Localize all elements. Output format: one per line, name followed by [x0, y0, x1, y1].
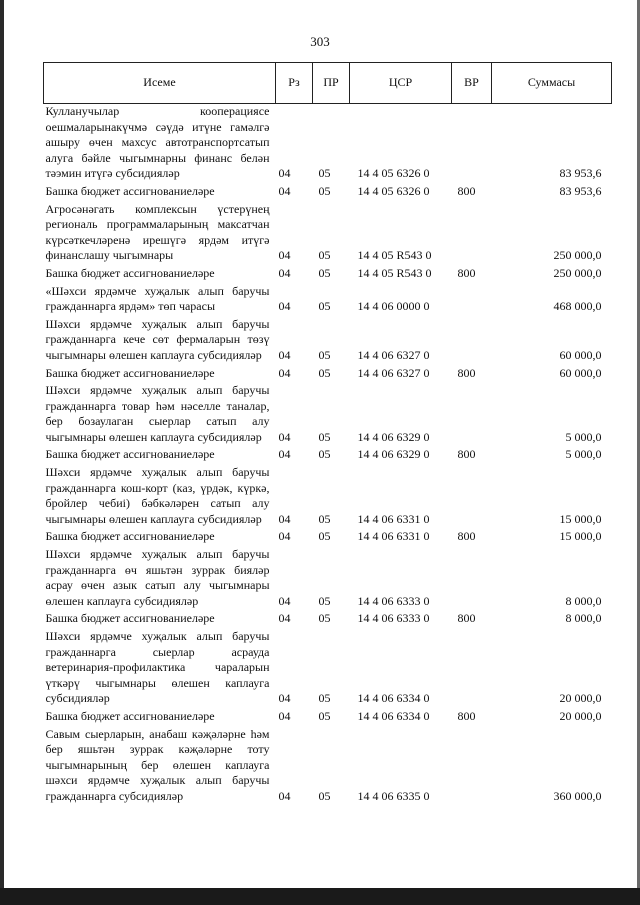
cell-vr: 800 — [457, 708, 476, 723]
cell-vr — [452, 200, 492, 264]
cell-csr: 14 4 06 6327 0 — [357, 365, 430, 380]
cell-pr: 05 — [318, 347, 331, 362]
cell-name: Башка бюджет ассигнованиеләре — [45, 708, 215, 723]
table-row — [44, 707, 612, 725]
cell-sum: 360 000,0 — [553, 788, 602, 803]
cell-sum: 83 953,6 — [559, 183, 602, 198]
cell-rz: 04 — [278, 429, 291, 444]
header-vr: ВР — [452, 63, 492, 104]
cell-name: Агросәнәгать комплексын үстерүнең региональ программаларының максатчан күрсәткечләренә ирешүгә ярдәм итүгә финанслашу чыгымнары — [45, 201, 270, 263]
cell-pr: 05 — [318, 447, 331, 462]
cell-pr: 05 — [318, 691, 331, 706]
table-row — [44, 104, 612, 182]
cell-rz: 04 — [278, 708, 291, 723]
cell-pr: 05 — [318, 429, 331, 444]
cell-sum: 8 000,0 — [565, 593, 602, 608]
cell-name: Шәхси ярдәмче хуҗалык алып баручы гражданнарга өч яшьтән зуррак бияләр асрау өчен азык сатып алу чыгымнары өлешен каплауга субсидияләр — [45, 547, 270, 608]
cell-sum: 468 000,0 — [553, 299, 602, 314]
cell-name: Кулланучылар кооперациясе оешмаларынакүчмә сәүдә итүне гамәлгә ашыру өчен махсус автотранспортсатып алуга бәйле чыгымнарны финанс белән тәэмин итүгә субсидияләр — [45, 104, 270, 181]
table-row — [44, 545, 612, 609]
header-csr: ЦСР — [350, 63, 452, 104]
cell-sum: 5 000,0 — [565, 447, 602, 462]
cell-pr: 05 — [318, 529, 331, 544]
header-sum: Суммасы — [492, 63, 612, 104]
cell-csr: 14 4 06 6334 0 — [357, 708, 430, 723]
cell-sum: 15 000,0 — [559, 511, 602, 526]
scan-edge-left — [0, 0, 4, 905]
table-row — [44, 609, 612, 627]
cell-pr: 05 — [318, 611, 331, 626]
scan-edge-bottom — [0, 888, 640, 905]
cell-vr: 800 — [457, 611, 476, 626]
cell-pr: 05 — [318, 788, 331, 803]
cell-vr: 800 — [457, 183, 476, 198]
cell-name: Шәхси ярдәмче хуҗалык алып баручы гражданнарга кош-корт (каз, үрдәк, күркә, бройлер чебиі) бәбкәләрен сатып алу чыгымнары өлешен каплауга субсидияләр — [45, 465, 270, 526]
cell-pr: 05 — [318, 166, 331, 181]
cell-vr — [452, 627, 492, 707]
cell-rz: 04 — [278, 511, 291, 526]
table-row — [44, 200, 612, 264]
cell-csr: 14 4 06 6334 0 — [357, 691, 430, 706]
cell-vr: 800 — [457, 265, 476, 280]
cell-sum: 8 000,0 — [565, 611, 602, 626]
cell-name: Башка бюджет ассигнованиеләре — [45, 265, 215, 280]
cell-rz: 04 — [278, 611, 291, 626]
cell-pr: 05 — [318, 248, 331, 263]
cell-vr: 800 — [457, 529, 476, 544]
cell-csr: 14 4 06 6333 0 — [357, 611, 430, 626]
cell-vr: 800 — [457, 447, 476, 462]
cell-vr — [452, 282, 492, 315]
cell-vr — [452, 725, 492, 805]
cell-pr: 05 — [318, 511, 331, 526]
table-row — [44, 364, 612, 382]
cell-rz: 04 — [278, 166, 291, 181]
cell-rz: 04 — [278, 299, 291, 314]
cell-sum: 20 000,0 — [559, 708, 602, 723]
cell-rz: 04 — [278, 529, 291, 544]
cell-csr: 14 4 05 6326 0 — [357, 183, 430, 198]
table-row — [44, 463, 612, 527]
cell-csr: 14 4 06 6335 0 — [357, 788, 430, 803]
cell-sum: 15 000,0 — [559, 529, 602, 544]
cell-rz: 04 — [278, 365, 291, 380]
cell-sum: 60 000,0 — [559, 365, 602, 380]
cell-rz: 04 — [278, 788, 291, 803]
header-pr: ПР — [313, 63, 350, 104]
table-row — [44, 381, 612, 445]
cell-name: Башка бюджет ассигнованиеләре — [45, 529, 215, 544]
table-row — [44, 445, 612, 463]
cell-rz: 04 — [278, 691, 291, 706]
cell-csr: 14 4 06 6333 0 — [357, 593, 430, 608]
header-name: Исеме — [44, 63, 276, 104]
cell-csr: 14 4 06 6327 0 — [357, 347, 430, 362]
cell-csr: 14 4 06 0000 0 — [357, 299, 430, 314]
cell-name: Башка бюджет ассигнованиеләре — [45, 447, 215, 462]
cell-pr: 05 — [318, 265, 331, 280]
table-row — [44, 282, 612, 315]
cell-rz: 04 — [278, 183, 291, 198]
cell-csr: 14 4 06 6331 0 — [357, 511, 430, 526]
cell-sum: 250 000,0 — [553, 265, 602, 280]
table-body — [44, 104, 612, 805]
cell-sum: 250 000,0 — [553, 248, 602, 263]
cell-name: Башка бюджет ассигнованиеләре — [45, 611, 215, 626]
cell-name: Шәхси ярдәмче хуҗалык алып баручы гражданнарга кече сөт фермаларын төзү чыгымнары өлешен каплауга субсидияләр — [45, 316, 270, 362]
cell-rz: 04 — [278, 447, 291, 462]
cell-pr: 05 — [318, 365, 331, 380]
cell-rz: 04 — [278, 265, 291, 280]
cell-pr: 05 — [318, 299, 331, 314]
cell-csr: 14 4 05 6326 0 — [357, 166, 430, 181]
table-row — [44, 182, 612, 200]
cell-sum: 20 000,0 — [559, 691, 602, 706]
cell-rz: 04 — [278, 248, 291, 263]
cell-vr — [452, 463, 492, 527]
cell-pr: 05 — [318, 593, 331, 608]
header-rz: Рз — [276, 63, 313, 104]
cell-vr — [452, 315, 492, 364]
cell-pr: 05 — [318, 708, 331, 723]
cell-pr: 05 — [318, 183, 331, 198]
cell-name: Башка бюджет ассигнованиеләре — [45, 365, 215, 380]
page-number: 303 — [310, 34, 330, 49]
cell-name: Башка бюджет ассигнованиеләре — [45, 183, 215, 198]
cell-name: Савым сыерларын, анабаш кәҗәләрне һәм бер яшьтән зуррак кәҗәләрне тоту чыгымнарының бер өлешен каплауга шәхси ярдәмче хуҗалык алып баручы гражданнарга субсидияләр — [45, 726, 270, 803]
cell-csr: 14 4 06 6329 0 — [357, 429, 430, 444]
cell-name: Шәхси ярдәмче хуҗалык алып баручы гражданнарга товар һәм нәселле таналар, бер бозаулаган сыерлар сатып алу чыгымнары өлешен каплауга субсидияләр — [45, 383, 270, 444]
cell-sum: 60 000,0 — [559, 347, 602, 362]
cell-csr: 14 4 05 R543 0 — [357, 248, 432, 263]
cell-sum: 83 953,6 — [559, 166, 602, 181]
cell-vr — [452, 104, 492, 182]
table-row — [44, 264, 612, 282]
cell-sum: 5 000,0 — [565, 429, 602, 444]
cell-vr — [452, 381, 492, 445]
cell-vr — [452, 545, 492, 609]
cell-vr: 800 — [457, 365, 476, 380]
cell-csr: 14 4 06 6331 0 — [357, 529, 430, 544]
table-row — [44, 725, 612, 805]
table-row — [44, 527, 612, 545]
table-header-row — [44, 63, 612, 104]
budget-table — [43, 62, 612, 805]
cell-rz: 04 — [278, 593, 291, 608]
table-row — [44, 627, 612, 707]
cell-name: «Шәхси ярдәмче хуҗалык алып баручы гражданнарга ярдәм» төп чарасы — [45, 283, 270, 314]
table-row — [44, 315, 612, 364]
cell-csr: 14 4 05 R543 0 — [357, 265, 432, 280]
cell-csr: 14 4 06 6329 0 — [357, 447, 430, 462]
cell-rz: 04 — [278, 347, 291, 362]
cell-name: Шәхси ярдәмче хуҗалык алып баручы гражданнарга сыерлар асрауда ветеринария-профилактика чараларын үткәрү чыгымнары өлешен каплауга субсидияләр — [45, 629, 270, 706]
